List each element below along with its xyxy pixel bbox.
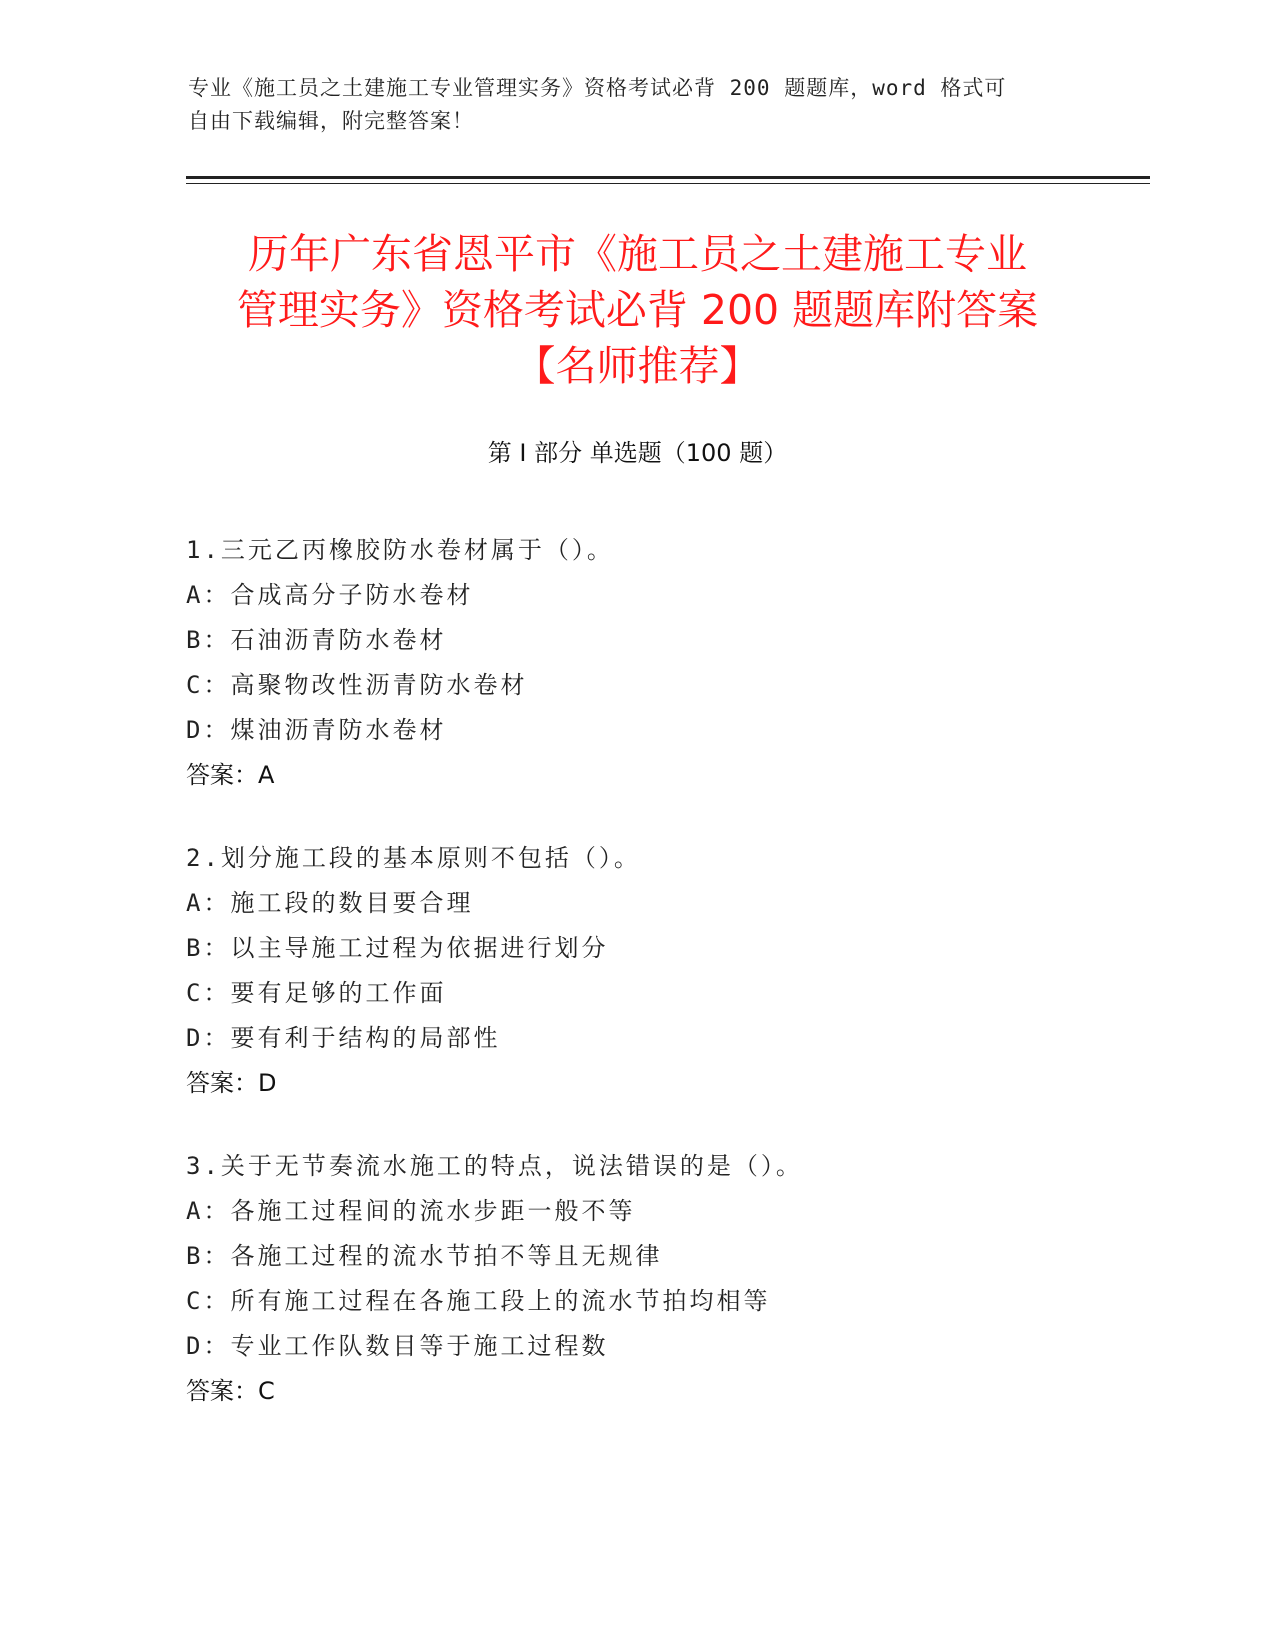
question-stem: 1.三元乙丙橡胶防水卷材属于（）。 xyxy=(186,536,614,564)
question-list xyxy=(186,528,1126,1452)
answer: 答案：A xyxy=(186,761,275,789)
answer: 答案：C xyxy=(186,1377,275,1405)
question-1 xyxy=(186,528,1126,798)
header-rule-thick xyxy=(186,176,1150,179)
answer: 答案：D xyxy=(186,1069,277,1097)
option-d: D：煤油沥青防水卷材 xyxy=(186,716,447,744)
option-d: D：要有利于结构的局部性 xyxy=(186,1024,501,1052)
option-c: C：所有施工过程在各施工段上的流水节拍均相等 xyxy=(186,1287,771,1315)
header-rule-thin xyxy=(186,183,1150,184)
question-3 xyxy=(186,1144,1126,1414)
option-a: A：合成高分子防水卷材 xyxy=(186,581,474,609)
option-b: B：各施工过程的流水节拍不等且无规律 xyxy=(186,1242,663,1270)
option-b: B：以主导施工过程为依据进行划分 xyxy=(186,934,609,962)
section-heading: 第 I 部分 单选题（100 题） xyxy=(487,439,788,467)
header-note-line-1: 专业《施工员之土建施工专业管理实务》资格考试必背 200 题题库，word 格式可 xyxy=(188,76,1007,100)
option-a: A：施工段的数目要合理 xyxy=(186,889,474,917)
question-stem: 3.关于无节奏流水施工的特点，说法错误的是（）。 xyxy=(186,1152,803,1180)
document-title-line-1: 历年广东省恩平市《施工员之土建施工专业 xyxy=(248,230,1027,278)
document-title xyxy=(160,226,1115,394)
option-c: C：高聚物改性沥青防水卷材 xyxy=(186,671,528,699)
option-b: B：石油沥青防水卷材 xyxy=(186,626,447,654)
document-title-line-2: 管理实务》资格考试必背 200 题题库附答案 xyxy=(236,286,1039,334)
option-a: A：各施工过程间的流水步距一般不等 xyxy=(186,1197,636,1225)
option-d: D：专业工作队数目等于施工过程数 xyxy=(186,1332,609,1360)
document-title-line-3: 【名师推荐】 xyxy=(514,342,761,390)
header-note-line-2: 自由下载编辑，附完整答案！ xyxy=(188,109,474,133)
header-note xyxy=(188,72,1068,138)
question-stem: 2.划分施工段的基本原则不包括（）。 xyxy=(186,844,641,872)
option-c: C：要有足够的工作面 xyxy=(186,979,447,1007)
question-2 xyxy=(186,836,1126,1106)
